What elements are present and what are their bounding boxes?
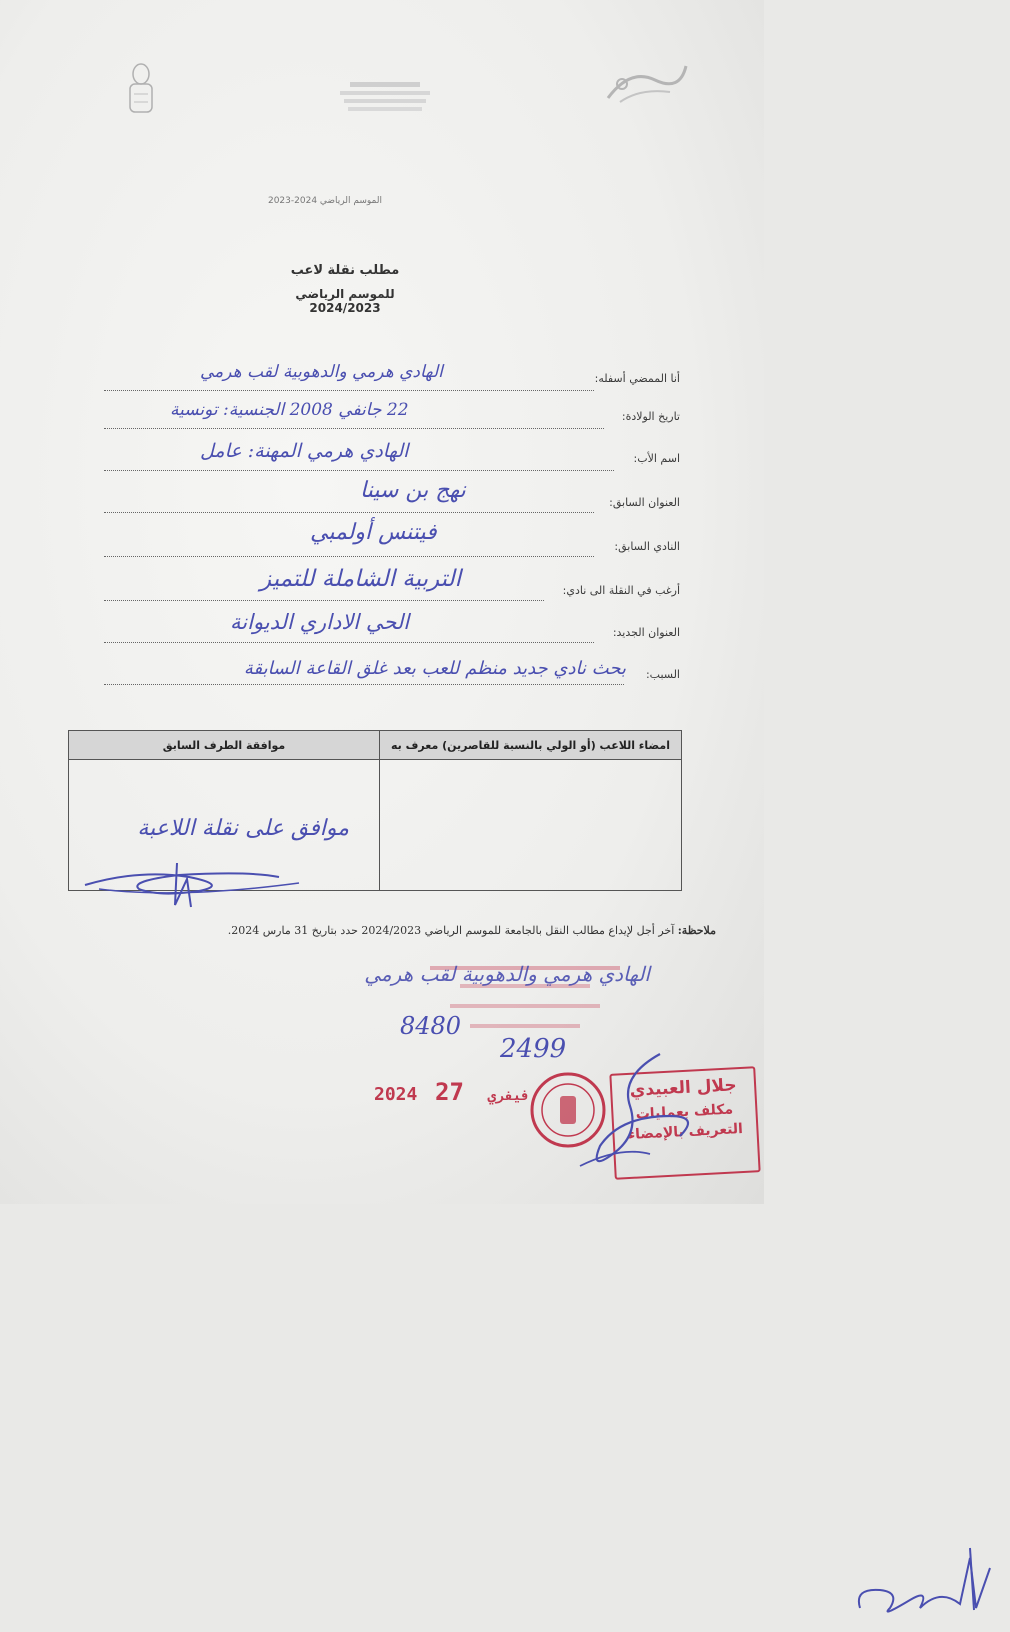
col-player-signature-header: امضاء اللاعب (أو الولي بالنسبة للقاصرين) معرف به <box>380 731 682 760</box>
field-value-reason: بحث نادي جديد منظم للعب بعد غلق القاعة السابقة <box>243 658 626 679</box>
field-line-prev-club <box>104 556 594 557</box>
field-label-name: أنا الممضي أسفله: <box>594 372 680 385</box>
field-value-new-club: التربية الشاملة للتميز <box>260 566 462 592</box>
official-stamp-name: جلال العبيدي <box>629 1075 738 1101</box>
field-label-birthdate: تاريخ الولادة: <box>621 410 680 423</box>
field-value-name: الهادي هرمي والدهوبية لقب هرمي <box>200 362 443 382</box>
note-text: آخر أجل لإيداع مطالب النقل بالجامعة للموسم الرياضي 2024/2023 حدد بتاريخ 31 مارس 2024. <box>227 924 675 937</box>
field-line-prev-address <box>104 512 594 513</box>
field-label-new-address: العنوان الجديد: <box>612 626 680 639</box>
form-season: للموسم الرياضي 2024/2023 <box>295 287 395 315</box>
official-signature-icon <box>560 1046 720 1176</box>
field-value-prev-address: نهج بن سينا <box>360 478 466 503</box>
field-value-birthdate: 22 جانفي 2008 الجنسية: تونسية <box>170 400 409 420</box>
field-label-reason: السبب: <box>645 668 680 681</box>
field-label-father: اسم الأب: <box>633 452 680 465</box>
legalizing-officer-handwriting: الهادي هرمي والدهوبية لقب هرمي <box>364 962 650 986</box>
faded-ministry-lines <box>340 78 430 128</box>
field-line-name <box>104 390 594 391</box>
date-stamp-month: فيفري <box>487 1088 530 1104</box>
previous-consent-cell <box>69 760 380 891</box>
field-line-new-address <box>104 642 594 643</box>
federation-logo-icon <box>600 58 690 108</box>
form-title: مطلب نقلة لاعب <box>290 263 400 278</box>
field-label-prev-club: النادي السابق: <box>614 540 680 553</box>
player-signature-cell <box>380 760 682 891</box>
field-label-prev-address: العنوان السابق: <box>609 496 680 509</box>
handwritten-number-2: 2499 <box>500 1034 567 1064</box>
field-value-prev-club: فيتنس أولمبي <box>310 520 437 545</box>
field-line-birthdate <box>104 428 604 429</box>
col-previous-consent-header: موافقة الطرف السابق <box>69 731 380 760</box>
field-label-new-club: أرغب في النقلة الى نادي: <box>562 584 680 597</box>
note-line <box>156 924 716 937</box>
date-stamp <box>374 1078 530 1106</box>
field-line-father <box>104 470 614 471</box>
player-signature-icon <box>850 1538 1010 1628</box>
previous-club-signature-icon <box>79 855 319 915</box>
previous-consent-text: موافق على نقلة اللاعبة <box>137 816 349 841</box>
official-stamp-role: مكلف بعمليات التعريف بالإمضاء <box>627 1101 744 1143</box>
date-stamp-day: 27 <box>435 1078 464 1106</box>
field-value-father: الهادي هرمي المهنة: عامل <box>200 440 409 462</box>
republic-emblem-icon <box>124 60 158 122</box>
note-label: ملاحظة: <box>677 924 716 937</box>
season-title: الموسم الرياضي 2024-2023 <box>267 196 382 206</box>
field-line-new-club <box>104 600 544 601</box>
field-value-new-address: الحي الاداري الديوانة <box>230 610 410 634</box>
signature-table <box>68 730 682 891</box>
date-stamp-year: 2024 <box>374 1084 418 1105</box>
handwritten-number-1: 8480 <box>400 1012 462 1040</box>
field-line-reason <box>104 684 624 685</box>
